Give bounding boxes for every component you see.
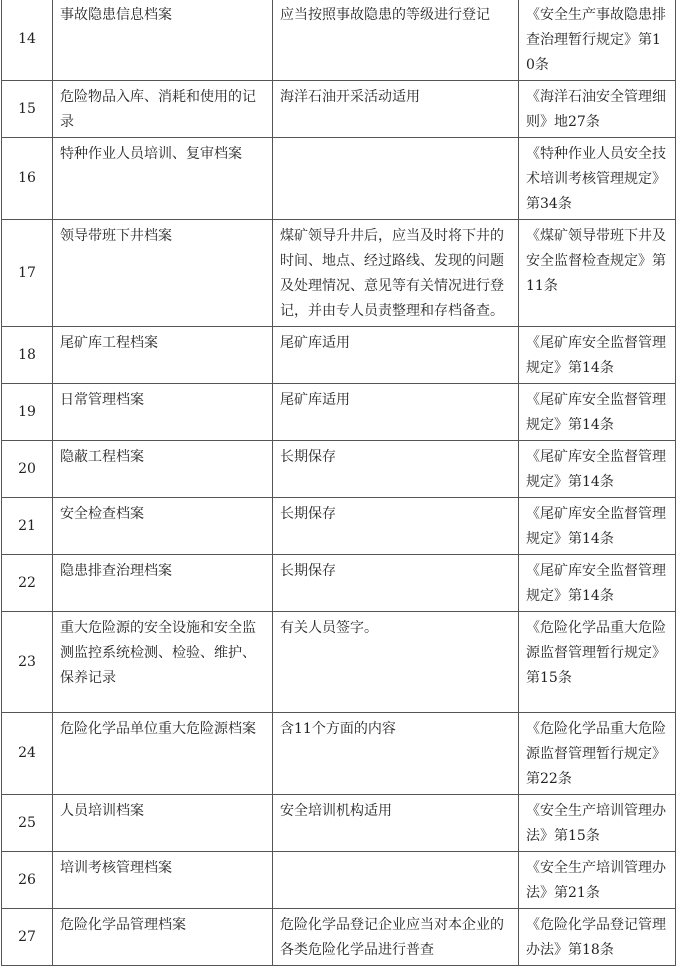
legal-basis: 《安全生产事故隐患排查治理暂行规定》第10条 [519, 0, 676, 81]
remark [273, 138, 519, 220]
archive-name: 隐患排查治理档案 [53, 555, 273, 612]
remark: 煤矿领导升井后，应当及时将下井的时间、地点、经过路线、发现的问题及处理情况、意见等有关情况进行登记，并由专人员责整理和存档备查。 [273, 220, 519, 327]
remark: 长期保存 [273, 498, 519, 555]
archive-name: 重大危险源的安全设施和安全监测监控系统检测、检验、维护、保养记录 [53, 612, 273, 713]
row-number: 20 [2, 441, 53, 498]
legal-basis: 《尾矿库安全监督管理规定》第14条 [519, 384, 676, 441]
remark: 安全培训机构适用 [273, 795, 519, 852]
table-row [2, 441, 676, 498]
legal-basis: 《危险化学品重大危险源监督管理暂行规定》第22条 [519, 713, 676, 795]
legal-basis: 《危险化学品登记管理办法》第18条 [519, 909, 676, 966]
table-row [2, 220, 676, 327]
archive-name: 危险化学品管理档案 [53, 909, 273, 966]
archive-name: 尾矿库工程档案 [53, 327, 273, 384]
remark: 海洋石油开采活动适用 [273, 81, 519, 138]
table-row [2, 555, 676, 612]
row-number: 18 [2, 327, 53, 384]
remark: 有关人员签字。 [273, 612, 519, 713]
archive-name: 日常管理档案 [53, 384, 273, 441]
table-row [2, 852, 676, 909]
archive-name: 特种作业人员培训、复审档案 [53, 138, 273, 220]
legal-basis: 《尾矿库安全监督管理规定》第14条 [519, 555, 676, 612]
archive-name: 危险物品入库、消耗和使用的记录 [53, 81, 273, 138]
table-row [2, 0, 676, 81]
table-row [2, 909, 676, 966]
row-number: 22 [2, 555, 53, 612]
remark: 长期保存 [273, 441, 519, 498]
row-number: 21 [2, 498, 53, 555]
row-number: 14 [2, 0, 53, 81]
table-row [2, 138, 676, 220]
archive-name: 隐蔽工程档案 [53, 441, 273, 498]
row-number: 15 [2, 81, 53, 138]
archive-name: 领导带班下井档案 [53, 220, 273, 327]
archive-name: 事故隐患信息档案 [53, 0, 273, 81]
archive-name: 安全检查档案 [53, 498, 273, 555]
row-number: 26 [2, 852, 53, 909]
row-number: 25 [2, 795, 53, 852]
table-row [2, 713, 676, 795]
row-number: 24 [2, 713, 53, 795]
table-row [2, 384, 676, 441]
remark: 危险化学品登记企业应当对本企业的各类危险化学品进行普查 [273, 909, 519, 966]
table-body [2, 0, 676, 966]
table-row [2, 612, 676, 713]
archive-table [1, 0, 676, 966]
legal-basis: 《安全生产培训管理办法》第21条 [519, 852, 676, 909]
archive-name: 培训考核管理档案 [53, 852, 273, 909]
legal-basis: 《海洋石油安全管理细则》地27条 [519, 81, 676, 138]
table-row [2, 795, 676, 852]
archive-name: 危险化学品单位重大危险源档案 [53, 713, 273, 795]
row-number: 19 [2, 384, 53, 441]
remark: 尾矿库适用 [273, 384, 519, 441]
legal-basis: 《尾矿库安全监督管理规定》第14条 [519, 498, 676, 555]
remark: 含11个方面的内容 [273, 713, 519, 795]
remark: 长期保存 [273, 555, 519, 612]
table-row [2, 81, 676, 138]
legal-basis: 《尾矿库安全监督管理规定》第14条 [519, 441, 676, 498]
remark: 尾矿库适用 [273, 327, 519, 384]
legal-basis: 《煤矿领导带班下井及安全监督检查规定》第11条 [519, 220, 676, 327]
legal-basis: 《安全生产培训管理办法》第15条 [519, 795, 676, 852]
table-row [2, 327, 676, 384]
row-number: 17 [2, 220, 53, 327]
remark [273, 852, 519, 909]
archive-name: 人员培训档案 [53, 795, 273, 852]
remark: 应当按照事故隐患的等级进行登记 [273, 0, 519, 81]
row-number: 27 [2, 909, 53, 966]
row-number: 23 [2, 612, 53, 713]
legal-basis: 《特种作业人员安全技术培训考核管理规定》第34条 [519, 138, 676, 220]
legal-basis: 《尾矿库安全监督管理规定》第14条 [519, 327, 676, 384]
table-row [2, 498, 676, 555]
row-number: 16 [2, 138, 53, 220]
legal-basis: 《危险化学品重大危险源监督管理暂行规定》第15条 [519, 612, 676, 713]
